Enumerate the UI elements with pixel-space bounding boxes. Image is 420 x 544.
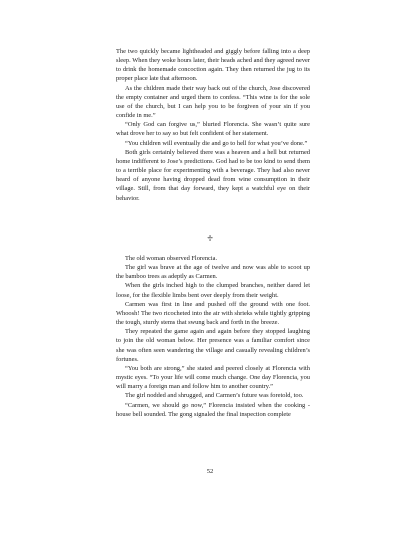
text-section-2 [116,254,310,419]
paragraph: As the children made their way back out of the church, Jose discovered the empty container and urged them to confess. “This wine is for the sole use of the church, but I can help you to be forgiven of your sin if you confide in me.” [116,84,310,120]
paragraph: They repeated the game again and again before they stopped laughing to join the old woman below. Her presence was a familiar comfort since she was often seen wandering the village and casually revealing children’s fortunes. [116,328,310,363]
paragraph: “You children will eventually die and go to hell for what you’ve done.” [125,139,308,147]
page-number: 52 [206,468,214,475]
text-section-1 [116,47,310,203]
section-break-ornament-icon: ♱ [206,234,214,243]
paragraph: The two quickly became lightheaded and giggly before falling into a deep sleep. When they woke hours later, their heads ached and they agreed never to drink the homemade concoction again. They then returned the jug to its proper place late that afternoon. [116,48,310,83]
paragraph: The old woman observed Florencia. [125,255,218,262]
paragraph: Both girls certainly believed there was a heaven and a hell but returned home indifferent to Jose’s predictions. God had to be too kind to send them to a terrible place for experimenting with a beverage. They had also never heard of anyone having dropped dead from wine consumption in their village. Still, from that day forward, they kept a watchful eye on their behavior. [116,148,310,202]
paragraph: Carmen was first in line and pushed off the ground with one foot. Whoosh! The two ricocheted into the air with shrieks while tightly gripping the tough, sturdy stems that swung back and forth in the breeze. [116,300,310,327]
paragraph: The girl was brave at the age of twelve and now was able to scoot up the bamboo trees as adeptly as Carmen. [116,264,310,281]
paragraph: The girl nodded and shrugged, and Carmen’s future was foretold, too. [125,392,304,400]
paragraph: “You both are strong,” she stated and peered closely at Florencia with mystic eyes. “To your life will come much change. One day Florencia, you will marry a foreign man and follow him to another country.” [116,364,310,391]
paragraph: “Carmen, we should go now,” Florencia insisted when the cooking - house bell sounded. The gong signaled the final inspection complete [116,401,310,418]
paragraph: When the girls inched high to the clumped branches, neither dared let loose, for the flexible limbs bent over deeply from their weight. [116,282,310,299]
paragraph: “Only God can forgive us,” blurted Florencia. She wasn’t quite sure what drove her to say so but felt confident of her statement. [116,121,310,138]
